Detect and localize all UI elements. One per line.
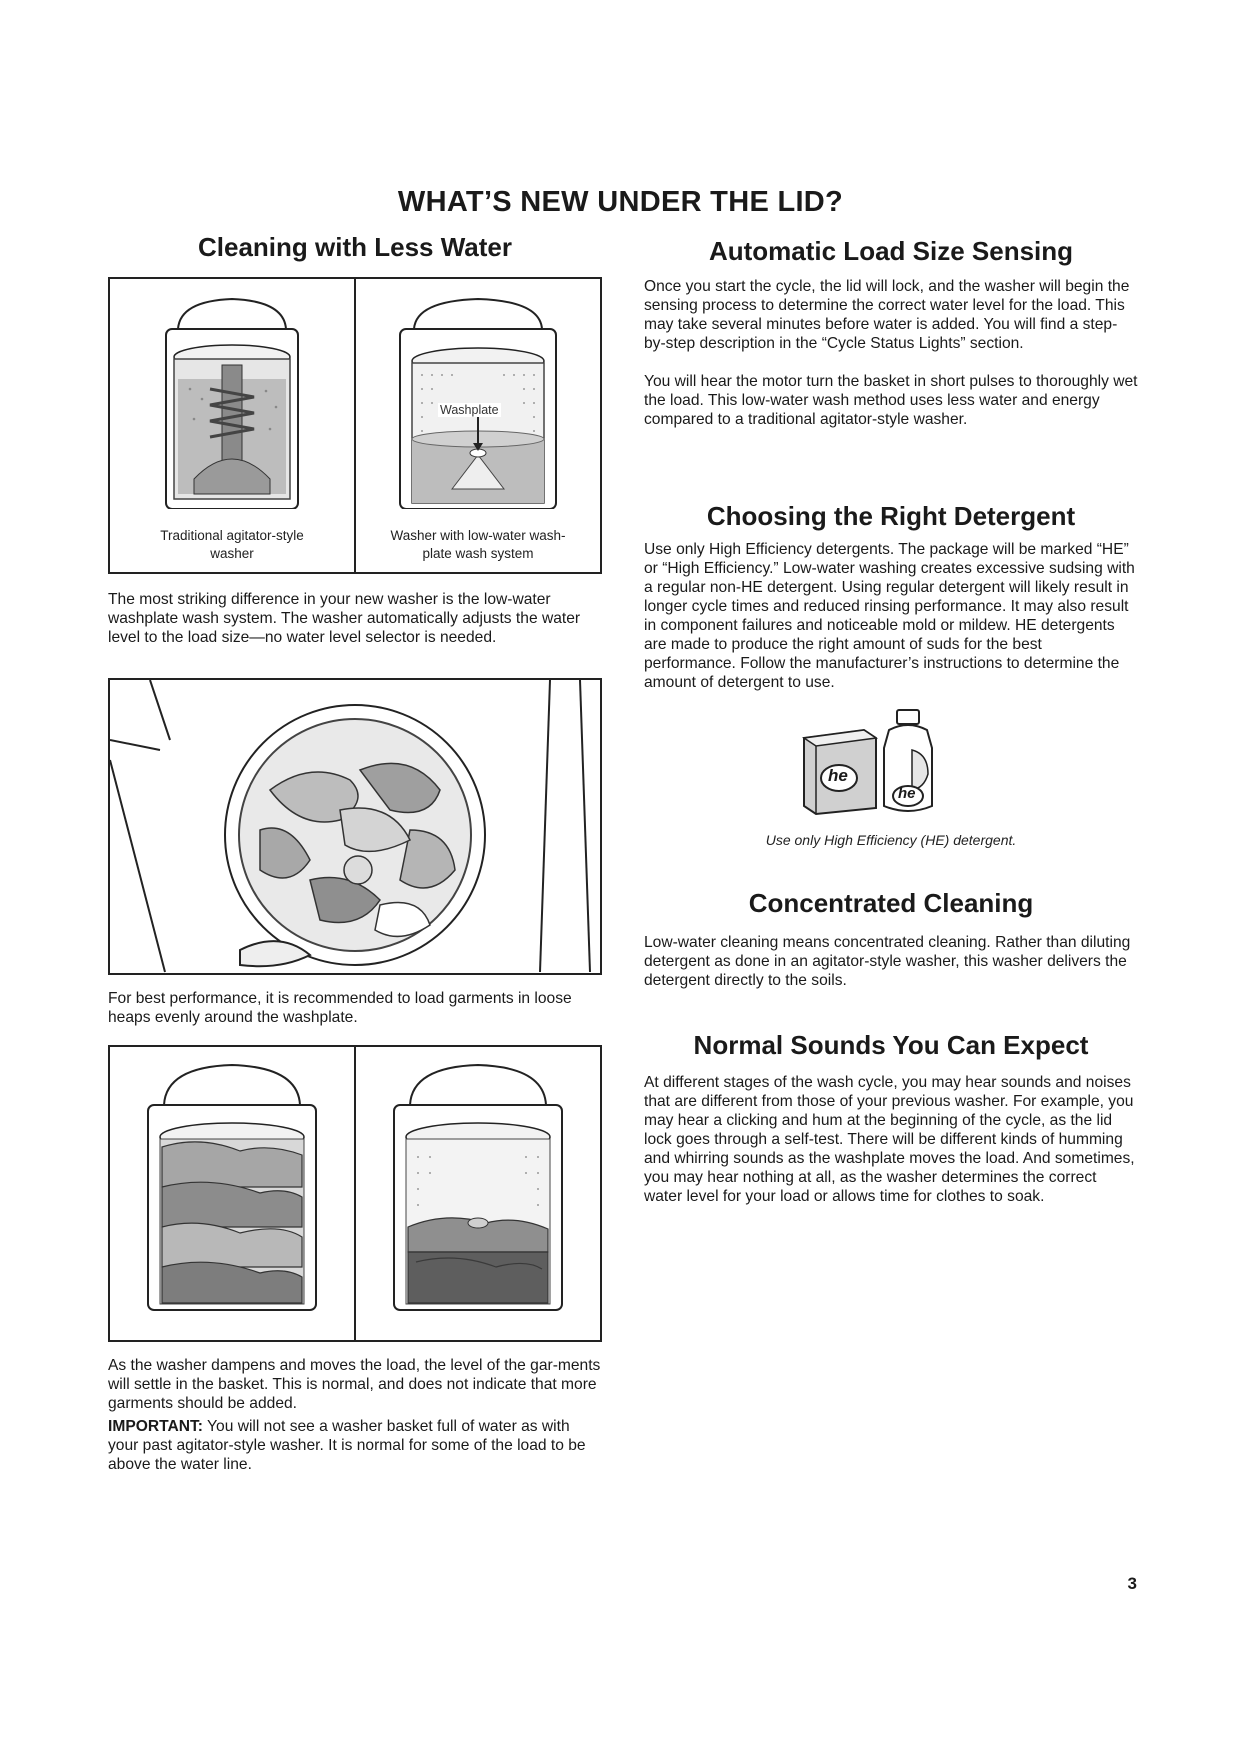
paragraph-garments-settle: As the washer dampens and moves the load, the level of the gar-ments will settle in the basket. This is normal, and does not indicate that more garments should be added. xyxy=(108,1357,601,1412)
loaded-basket-illustration xyxy=(110,680,600,973)
washplate-label: Washplate xyxy=(440,403,499,417)
paragraph-low-water-system: The most striking difference in your new washer is the low-water washplate wash system. The washer automatically adjusts the water level to the load size—no water level selector is needed. xyxy=(108,591,581,646)
important-label: IMPORTANT: xyxy=(108,1418,203,1435)
important-text: You will not see a washer basket full of water as with your past agitator-style washer. It is normal for some of the load to be above the water line. xyxy=(108,1418,586,1473)
caption-washplate-washer: Washer with low-water wash-plate wash system xyxy=(390,528,566,561)
paragraph-motor-pulses: You will hear the motor turn the basket in short pulses to thoroughly wet the load. This low-water wash method uses less water and energy compared to a traditional agitator-style washer. xyxy=(644,373,1138,428)
heading-load-size-sensing: Automatic Load Size Sensing xyxy=(708,236,1074,266)
he-detergent-figure xyxy=(644,708,1138,818)
figure-washer-comparison xyxy=(108,277,602,574)
paragraph-sensing-process: Once you start the cycle, the lid will lock, and the washer will begin the sensing process to determine the correct water level for the load. This may take several minutes before water is added. You will find a step-by-step description in the “Cycle Status Lights” section. xyxy=(644,278,1130,352)
page-title: WHAT’S NEW UNDER THE LID? xyxy=(397,186,844,218)
figure-washplate-washer xyxy=(354,279,600,572)
heading-concentrated-cleaning: Concentrated Cleaning xyxy=(748,888,1034,918)
heading-right-detergent: Choosing the Right Detergent xyxy=(706,501,1076,531)
paragraph-load-garments: For best performance, it is recommended to load garments in loose heaps evenly around the washplate. xyxy=(108,990,572,1026)
paragraph-important-note xyxy=(108,1417,602,1474)
he-detergent-illustration xyxy=(644,708,1138,818)
caption-agitator-washer: Traditional agitator-style washer xyxy=(160,528,304,561)
paragraph-concentrated-cleaning: Low-water cleaning means concentrated cleaning. Rather than diluting detergent as done in an agitator-style washer, this washer delivers the detergent directly to the soils. xyxy=(644,934,1131,989)
he-logo-bottle-text: he xyxy=(898,785,916,802)
heading-cleaning-less-water: Cleaning with Less Water xyxy=(198,232,512,262)
figure-settled-load xyxy=(108,1045,602,1342)
caption-he-detergent: Use only High Efficiency (HE) detergent. xyxy=(765,832,1017,848)
washplate-washer-illustration xyxy=(356,279,600,509)
settled-wet-load-illustration xyxy=(356,1047,600,1340)
he-logo-box-text: he xyxy=(828,766,848,785)
dry-load-illustration xyxy=(110,1047,354,1340)
figure-dry-load xyxy=(110,1047,354,1340)
figure-loaded-basket xyxy=(108,678,602,975)
paragraph-normal-sounds: At different stages of the wash cycle, you may hear sounds and noises that are different from those of your previous washer. For example, you may hear a clicking and hum at the beginning of the cycle, as the lid lock goes through a self-test. There will be different kinds of humming and whirring sounds as the washplate moves the load. And sometimes, you may hear nothing at all, as the washer determines the correct water level for your load or allows time for clothes to soak. xyxy=(644,1074,1135,1205)
figure-agitator-washer xyxy=(110,279,354,572)
heading-normal-sounds: Normal Sounds You Can Expect xyxy=(693,1030,1089,1060)
right-column xyxy=(644,236,1138,1206)
figure-settled-wet-load xyxy=(354,1047,600,1340)
page-number: 3 xyxy=(1127,1574,1137,1593)
agitator-washer-illustration xyxy=(110,279,354,509)
paragraph-he-detergent: Use only High Efficiency detergents. The package will be marked “HE” or “High Efficiency.” Low-water washing creates excessive sudsing with a regular non-HE detergent. Using regular detergent will likely result in longer cycle times and reduced rinsing performance. It may also result in component failures and noticeable mold or mildew. HE detergents are made to produce the right amount of suds for the best performance. Follow the manufacturer’s instructions to determine the amount of detergent to use. xyxy=(644,541,1135,691)
left-column xyxy=(108,232,602,1474)
